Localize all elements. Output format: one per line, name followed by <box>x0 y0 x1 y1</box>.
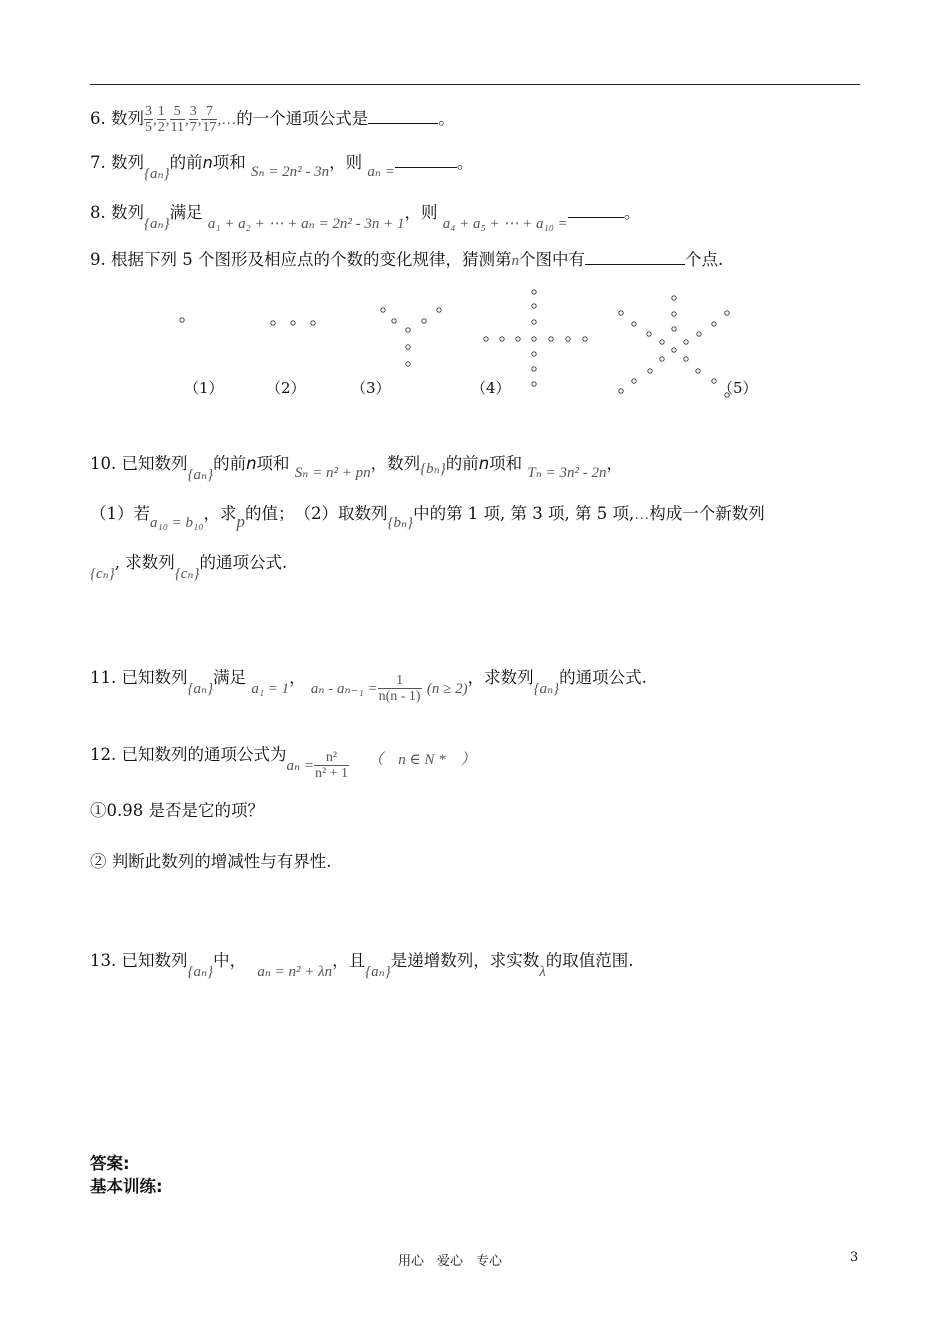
caption-1: （1） <box>184 379 224 397</box>
answer-blank[interactable] <box>368 122 438 124</box>
fraction-4: $\frac{3}{7}$ <box>189 104 197 135</box>
footer-slogan: 用心 爱心 专心 <box>398 1254 503 1269</box>
answer-blank[interactable] <box>585 263 685 265</box>
caption-5: （5） <box>718 379 758 397</box>
caption-2: （2） <box>266 379 306 397</box>
question-7: 7. 数列{aₙ}的前n项和 Sₙ = 2n² - 3n，则 aₙ = 。 <box>90 153 474 182</box>
fraction-5: $\frac{7}{17}$ <box>202 104 217 135</box>
figure-5 <box>619 296 729 397</box>
fraction-3: $\frac{5}{11}$ <box>170 104 184 135</box>
question-6: 6. 数列 $\frac{3}{5}$ , $\frac{1}{2}$ , $\frac{5}{11}$ , $\frac{3}{7}$ , $\frac{7}{17}$ ,…的一个通项公式是 。 <box>90 104 455 135</box>
dot <box>180 318 184 322</box>
answers-heading: 答案: <box>90 1154 130 1173</box>
question-12-part-1: ①0.98 是否是它的项？ <box>90 801 264 820</box>
fraction: $\frac{\text{n²}}{\text{n² + 1}}$ <box>314 750 349 781</box>
figure-3 <box>381 308 441 366</box>
answer-blank[interactable] <box>395 166 457 168</box>
question-12-part-2: ② 判断此数列的增减性与有界性. <box>90 852 332 871</box>
basic-training-heading: 基本训练: <box>90 1177 163 1196</box>
caption-4: （4） <box>471 379 511 397</box>
fraction-2: $\frac{1}{2}$ <box>157 104 165 135</box>
question-12: 12. 已知数列的通项公式为aₙ = $\frac{\text{n²}}{\text{n² + 1}}$ （ n ∈ N * ） <box>90 745 476 781</box>
question-10-line-1: 10. 已知数列{aₙ}的前n项和 Sₙ = n² + pn，数列{bₙ}的前n项和 Tₙ = 3n² - 2n， <box>90 454 623 483</box>
figure-4 <box>484 290 587 386</box>
answer-blank[interactable] <box>568 216 624 218</box>
question-10-line-3: {cₙ}, 求数列{cₙ}的通项公式. <box>90 553 288 582</box>
figure-2 <box>271 321 315 325</box>
question-11: 11. 已知数列{aₙ}满足 a₁ = 1， aₙ - aₙ₋₁ = $\frac{1}{n(n - 1)}$ (n ≥ 2)，求数列{aₙ}的通项公式. <box>90 668 647 704</box>
fraction: $\frac{1}{n(n - 1)}$ <box>378 673 421 704</box>
question-13: 13. 已知数列{aₙ}中， aₙ = n² + λn，且{aₙ}是递增数列，求实数λ的取值范围. <box>90 951 634 980</box>
question-10-line-2: （1）若a₁₀ = b₁₀，求p的值； （2）取数列{bₙ}中的第 1 项, 第 3 项, 第 5 项,…构成一个新数列 <box>90 504 765 531</box>
header-rule <box>90 84 860 85</box>
dot-pattern-figures <box>0 280 950 410</box>
fraction-1: $\frac{3}{5}$ <box>145 104 152 135</box>
question-9: 9. 根据下列 5 个图形及相应点的个数的变化规律，猜测第n个图中有 个点. <box>90 250 724 269</box>
caption-3: （3） <box>351 379 391 397</box>
question-8: 8. 数列{aₙ}满足 a₁ + a₂ + ⋯ + aₙ = 2n² - 3n + 1，则 a₄ + a₅ + ⋯ + a₁₀ =。 <box>90 203 641 232</box>
page-number: 3 <box>850 1250 859 1265</box>
